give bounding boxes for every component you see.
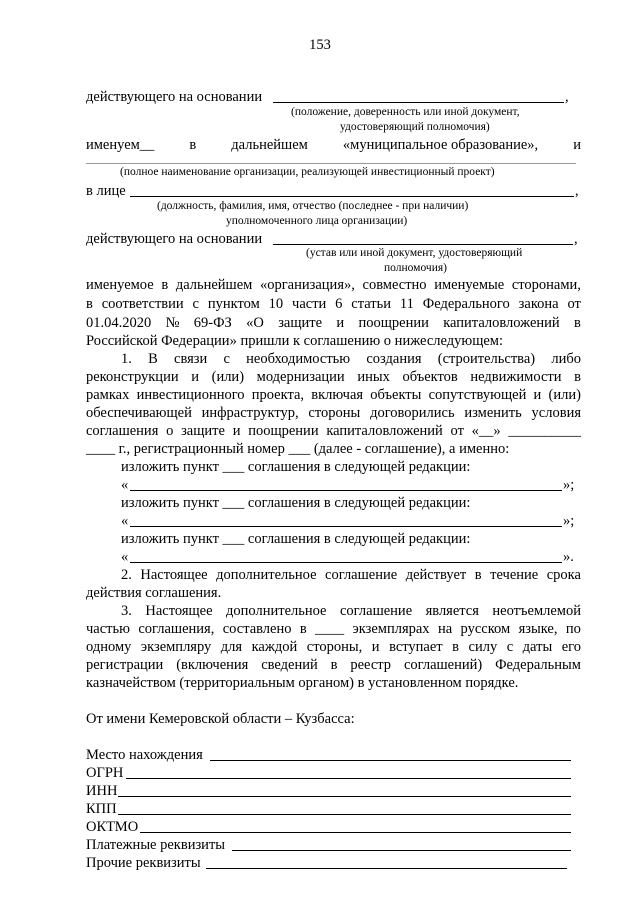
word: (строительства) (437, 351, 536, 367)
basis-note-1: (положение, доверенность или иной документ, (291, 106, 520, 118)
intro-line-2 (86, 297, 581, 312)
p1-line-6: ____ г., регистрационный номер ___ (далее - соглашение), а именно: (86, 441, 510, 457)
word: от (450, 423, 464, 439)
amend-item-2-label: изложить пункт ___ соглашения в следующей редакции: (121, 495, 471, 511)
word: дальнейшем (175, 277, 253, 293)
page-number: 153 (309, 37, 331, 53)
p3-line-5: казначейством (территориальным органом) в установленном порядке. (86, 675, 519, 691)
p2-line-1 (121, 568, 581, 583)
word: статьи (351, 296, 392, 312)
word: вступает (389, 639, 443, 655)
word: обеспечивающей (86, 405, 192, 421)
p1-line-5 (86, 424, 581, 439)
word: русском (460, 621, 511, 637)
requisite-oktmo-label: ОКТМО (86, 819, 139, 835)
word: договорились (370, 405, 455, 421)
word: о (166, 423, 174, 439)
basis2-note-1: (устав или иной документ, удостоверяющий (306, 247, 523, 259)
word: стороны, (306, 639, 363, 655)
amend-1-open-quote: « (121, 477, 129, 493)
word: создания (366, 351, 422, 367)
word: сопутствующей (428, 387, 527, 403)
word: 01.04.2020 (86, 315, 152, 331)
word: в (299, 621, 307, 637)
requisite-other-line (206, 868, 567, 869)
word: 6 (335, 296, 343, 312)
p2-line-2: действия соглашения. (86, 585, 222, 601)
word: в (330, 657, 338, 673)
word: поощрении (358, 315, 429, 331)
person-comma: , (575, 183, 579, 199)
word: Настоящее (145, 603, 213, 619)
word: для (220, 639, 243, 655)
word: 69-ФЗ (193, 315, 232, 331)
word: дополнительное (216, 567, 317, 583)
word: в (474, 567, 482, 583)
word: «организация», (259, 277, 355, 293)
word: соглашение (340, 603, 413, 619)
word: ____ (315, 621, 345, 637)
word: именуем__ (86, 137, 155, 153)
word: именуемые (434, 277, 505, 293)
word: его (561, 639, 581, 655)
word: в (574, 315, 581, 331)
word: в (189, 137, 197, 153)
word: сведений (261, 657, 318, 673)
p3-line-4 (86, 658, 581, 673)
word: реестр (350, 657, 392, 673)
word: на (437, 621, 453, 637)
basis-label: действующего на основании (86, 89, 263, 105)
word: в (452, 639, 459, 655)
word: в (86, 296, 93, 312)
word: инвестиционного (136, 387, 245, 403)
word: «муниципальное образование», (342, 137, 539, 153)
requisite-inn-line (118, 796, 571, 797)
signature-heading: От имени Кемеровской области – Кузбасса: (86, 711, 355, 727)
word: В (148, 351, 158, 367)
word: модернизации (256, 369, 345, 385)
requisite-other-label: Прочие реквизиты (86, 855, 201, 871)
word: течение (490, 567, 539, 583)
amend-1-line (130, 490, 562, 491)
word: связи (174, 351, 208, 367)
word: дальнейшем (231, 137, 308, 153)
basis2-field-line (273, 244, 573, 245)
word: 11 (399, 296, 414, 312)
word: (включения (176, 657, 249, 673)
word: (или) (548, 387, 581, 403)
organization-note: (полное наименование организации, реализующей инвестиционный проект) (120, 166, 495, 178)
word: срока (546, 567, 581, 583)
word: пунктом (207, 296, 260, 312)
word: с (506, 639, 514, 655)
word: включая (311, 387, 364, 403)
word: с (223, 351, 230, 367)
word: 2. (121, 567, 132, 583)
word: Настоящее (140, 567, 208, 583)
word: экземпляру (140, 639, 212, 655)
word: действует (405, 567, 467, 583)
requisite-ogrn-label: ОГРН (86, 765, 124, 781)
word: 10 (268, 296, 284, 312)
word: защите (181, 423, 225, 439)
word: соответствии (101, 296, 184, 312)
basis-comma: , (565, 89, 569, 105)
word: одному (86, 639, 132, 655)
p1-line-3 (86, 388, 581, 403)
basis2-label: действующего на основании (86, 231, 263, 247)
word: соглашения, (138, 621, 215, 637)
word: объектов (402, 369, 458, 385)
word: и (336, 315, 345, 331)
word: закона (518, 296, 559, 312)
word: неотъемлемой (492, 603, 581, 619)
requisite-ogrn-line (126, 778, 571, 779)
p3-line-2 (86, 622, 581, 637)
word: рамках (86, 387, 130, 403)
word: и (232, 423, 241, 439)
word: защите (278, 315, 323, 331)
word: 3. (121, 603, 132, 619)
amend-item-3-label: изложить пункт ___ соглашения в следующей редакции: (121, 531, 471, 547)
requisite-inn-label: ИНН (86, 783, 118, 799)
word: даты (522, 639, 553, 655)
basis-note-2: удостоверяющий полномочия) (340, 121, 490, 133)
word: и (191, 369, 199, 385)
word: условия (531, 405, 581, 421)
word: капиталовложений (326, 423, 443, 439)
word: и (533, 387, 542, 403)
amend-3-close-quote: ». (563, 549, 574, 565)
word: № (165, 315, 180, 331)
word: силу (468, 639, 498, 655)
word: с (192, 296, 199, 312)
basis2-note-2: полномочия) (384, 262, 447, 274)
word: иных (357, 369, 390, 385)
amend-2-open-quote: « (121, 513, 129, 529)
intro-line-1 (86, 278, 581, 293)
word: 1. (121, 351, 132, 367)
requisite-location-line (210, 760, 571, 761)
person-label: в лице (86, 183, 126, 199)
word: соглашений) (403, 657, 483, 673)
word: необходимостью (246, 351, 351, 367)
word: в (574, 369, 581, 385)
p3-line-3 (86, 640, 581, 655)
word: является (425, 603, 479, 619)
word: __________ (508, 423, 581, 439)
word: регистрации (86, 657, 164, 673)
word: совместно (362, 277, 427, 293)
word: соглашения (86, 423, 159, 439)
word: «__» (471, 423, 501, 439)
named-line (86, 138, 581, 153)
amend-item-1-label: изложить пункт ___ соглашения в следующей редакции: (121, 459, 471, 475)
word: изменить (464, 405, 522, 421)
basis2-comma: , (574, 231, 578, 247)
intro-line-4: Российской Федерации» пришли к соглашению о нижеследующем: (86, 333, 504, 349)
word: и (573, 137, 581, 153)
word: в (161, 277, 169, 293)
word: каждой (251, 639, 298, 655)
word: Федеральным (495, 657, 581, 673)
word: именуемое (86, 277, 154, 293)
word: экземплярах (352, 621, 430, 637)
word: соглашение (325, 567, 398, 583)
person-note-2: уполномоченного лица организации) (226, 215, 408, 227)
word: частью (86, 621, 130, 637)
word: либо (551, 351, 581, 367)
word: инфраструктур, (201, 405, 299, 421)
word: и (371, 639, 380, 655)
amend-1-close-quote: »; (563, 477, 575, 493)
p3-line-1 (121, 604, 581, 619)
word: части (292, 296, 327, 312)
organization-name-line (86, 163, 576, 164)
requisite-kpp-line (118, 814, 571, 815)
amend-2-line (130, 526, 562, 527)
person-field-line (130, 196, 574, 197)
word: реконструкции (86, 369, 179, 385)
basis-field-line (273, 102, 564, 103)
amend-3-open-quote: « (121, 549, 129, 565)
word: недвижимости (470, 369, 562, 385)
word: «О (246, 315, 264, 331)
word: дополнительное (226, 603, 327, 619)
word: составлено (222, 621, 292, 637)
requisite-kpp-label: КПП (86, 801, 117, 817)
word: Федерального (422, 296, 510, 312)
requisite-location-label: Место нахождения (86, 747, 203, 763)
word: поощрении (248, 423, 319, 439)
word: сторонами, (511, 277, 581, 293)
requisite-payment-label: Платежные реквизиты (86, 837, 226, 853)
intro-line-3 (86, 316, 581, 331)
word: языке, (518, 621, 558, 637)
requisite-oktmo-line (140, 832, 571, 833)
requisite-payment-line (232, 850, 571, 851)
word: стороны (308, 405, 361, 421)
word: проекта, (251, 387, 305, 403)
word: от (567, 296, 581, 312)
person-note-1: (должность, фамилия, имя, отчество (последнее - при наличии) (157, 200, 469, 212)
p1-line-1 (121, 352, 581, 367)
word: объекты (370, 387, 422, 403)
p1-line-2 (86, 370, 581, 385)
amend-2-close-quote: »; (563, 513, 575, 529)
word: (или) (211, 369, 245, 385)
word: по (565, 621, 581, 637)
amend-3-line (130, 562, 562, 563)
word: капиталовложений (443, 315, 560, 331)
p1-line-4 (86, 406, 581, 421)
